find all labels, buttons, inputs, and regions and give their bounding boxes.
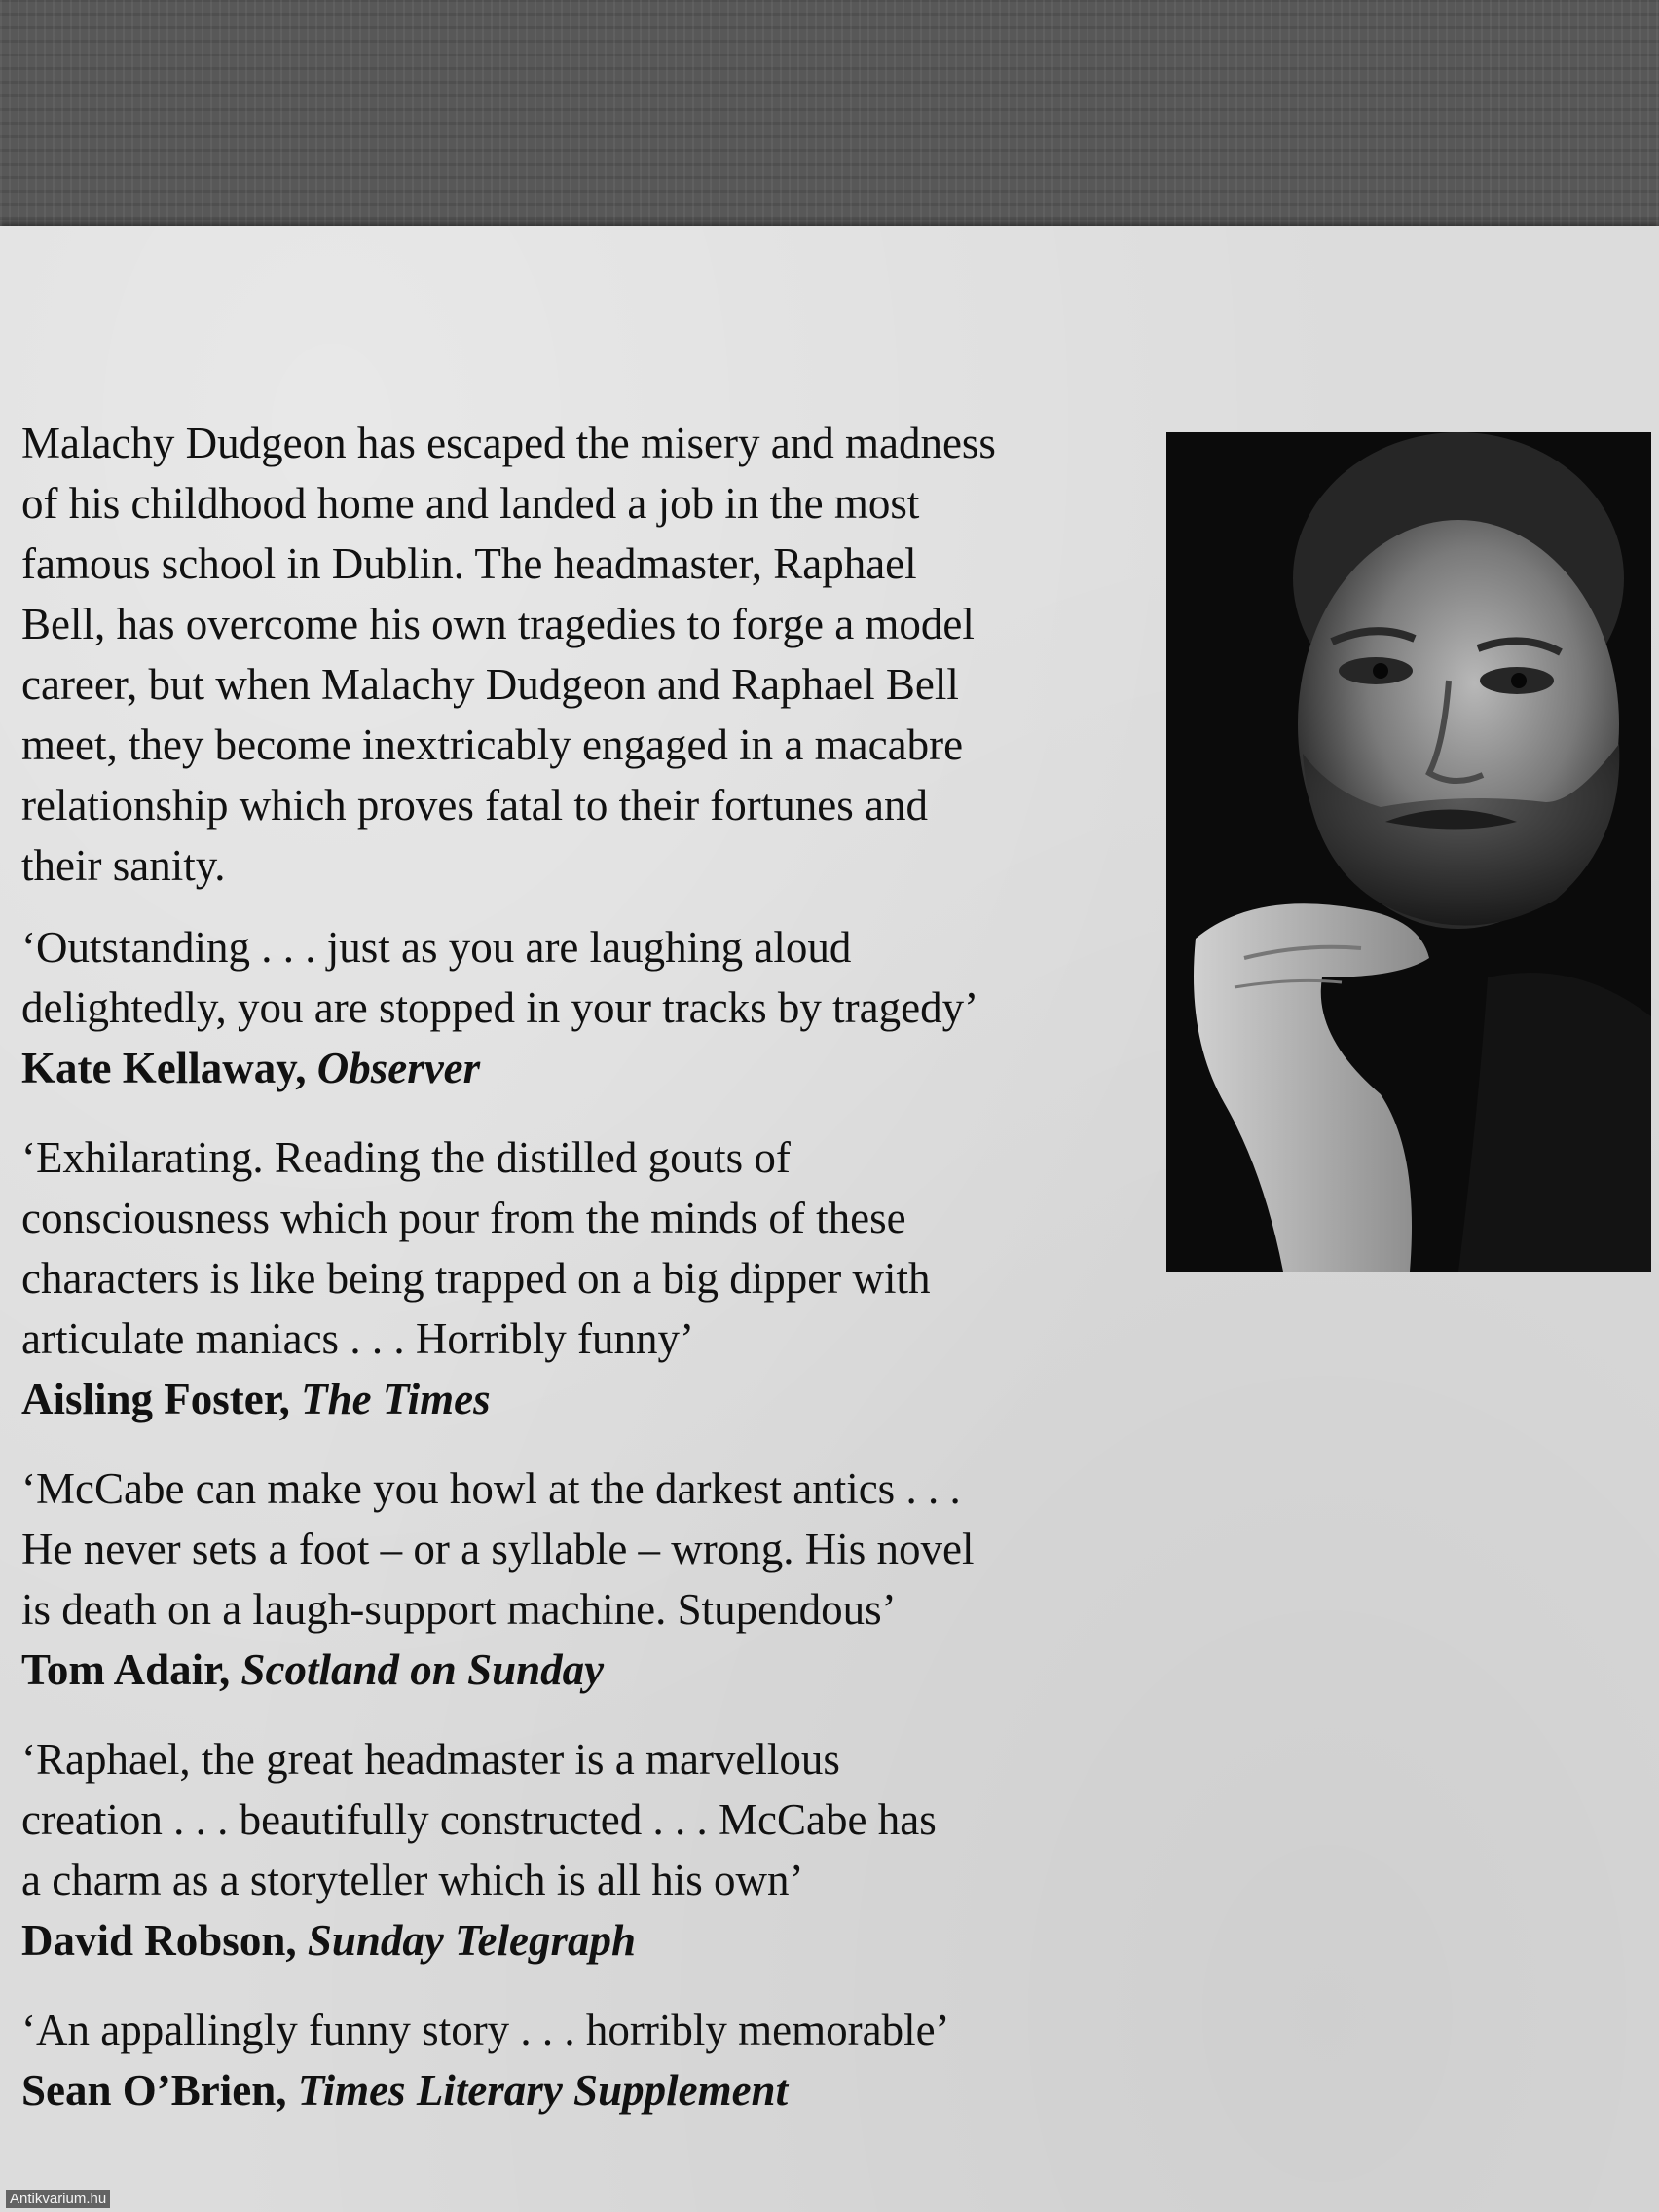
quote-attribution xyxy=(21,1038,1092,1098)
quote-line: articulate maniacs . . . Horribly funny’ xyxy=(21,1314,695,1363)
blurb-line: relationship which proves fatal to their fortunes and xyxy=(21,781,928,830)
cover-text-column xyxy=(21,413,1092,2150)
review-quote xyxy=(21,1127,1092,1429)
quote-line: characters is like being trapped on a big dipper with xyxy=(21,1254,931,1303)
quote-attribution xyxy=(21,1910,1092,1971)
quote-line: delightedly, you are stopped in your tracks by tragedy’ xyxy=(21,983,979,1032)
blurb-line: career, but when Malachy Dudgeon and Raphael Bell xyxy=(21,660,959,709)
quote-line: ‘McCabe can make you howl at the darkest antics . . . xyxy=(21,1464,961,1513)
reviewer-name: David Robson, xyxy=(21,1916,297,1965)
quote-line: consciousness which pour from the minds of these xyxy=(21,1194,906,1242)
watermark-label: Antikvarium.hu xyxy=(6,2190,110,2208)
reviewer-name: Tom Adair, xyxy=(21,1645,231,1694)
publication-name: Observer xyxy=(316,1044,481,1092)
quote-line: ‘Raphael, the great headmaster is a marvellous xyxy=(21,1735,840,1784)
quote-attribution xyxy=(21,2060,1092,2120)
quote-text xyxy=(21,1458,1092,1640)
reviewer-name: Sean O’Brien, xyxy=(21,2066,287,2115)
publication-name: The Times xyxy=(301,1375,491,1423)
reviewer-name: Kate Kellaway, xyxy=(21,1044,307,1092)
quote-text xyxy=(21,2000,1092,2060)
quote-line: ‘Exhilarating. Reading the distilled gouts of xyxy=(21,1133,791,1182)
table-surface xyxy=(0,0,1659,234)
blurb-line: of his childhood home and landed a job in the most xyxy=(21,479,920,528)
blurb-line: Bell, has overcome his own tragedies to forge a model xyxy=(21,600,975,648)
quote-text xyxy=(21,1127,1092,1369)
quote-text xyxy=(21,1729,1092,1910)
quote-attribution xyxy=(21,1640,1092,1700)
reviewer-name: Aisling Foster, xyxy=(21,1375,290,1423)
blurb-line: their sanity. xyxy=(21,841,226,890)
quote-attribution xyxy=(21,1369,1092,1429)
author-portrait-image xyxy=(1166,432,1651,1272)
quote-text xyxy=(21,917,1092,1038)
review-quote xyxy=(21,1458,1092,1700)
author-photo xyxy=(1166,432,1651,1272)
book-blurb xyxy=(21,413,1092,896)
publication-name: Times Literary Supplement xyxy=(297,2066,789,2115)
quote-line: ‘An appallingly funny story . . . horribly memorable’ xyxy=(21,2006,950,2054)
review-quote xyxy=(21,2000,1092,2120)
blurb-line: famous school in Dublin. The headmaster, Raphael xyxy=(21,539,917,588)
quote-line: creation . . . beautifully constructed . . . McCabe has xyxy=(21,1795,937,1844)
blurb-line: meet, they become inextricably engaged in a macabre xyxy=(21,720,964,769)
review-quote xyxy=(21,1729,1092,1971)
publication-name: Scotland on Sunday xyxy=(240,1645,605,1694)
quote-line: ‘Outstanding . . . just as you are laughing aloud xyxy=(21,923,852,972)
review-quote xyxy=(21,917,1092,1098)
blurb-line: Malachy Dudgeon has escaped the misery and madness xyxy=(21,419,996,467)
quote-line: is death on a laugh-support machine. Stupendous’ xyxy=(21,1585,897,1634)
quote-line: He never sets a foot – or a syllable – wrong. His novel xyxy=(21,1525,975,1573)
quote-line: a charm as a storyteller which is all his own’ xyxy=(21,1856,804,1904)
publication-name: Sunday Telegraph xyxy=(307,1916,636,1965)
